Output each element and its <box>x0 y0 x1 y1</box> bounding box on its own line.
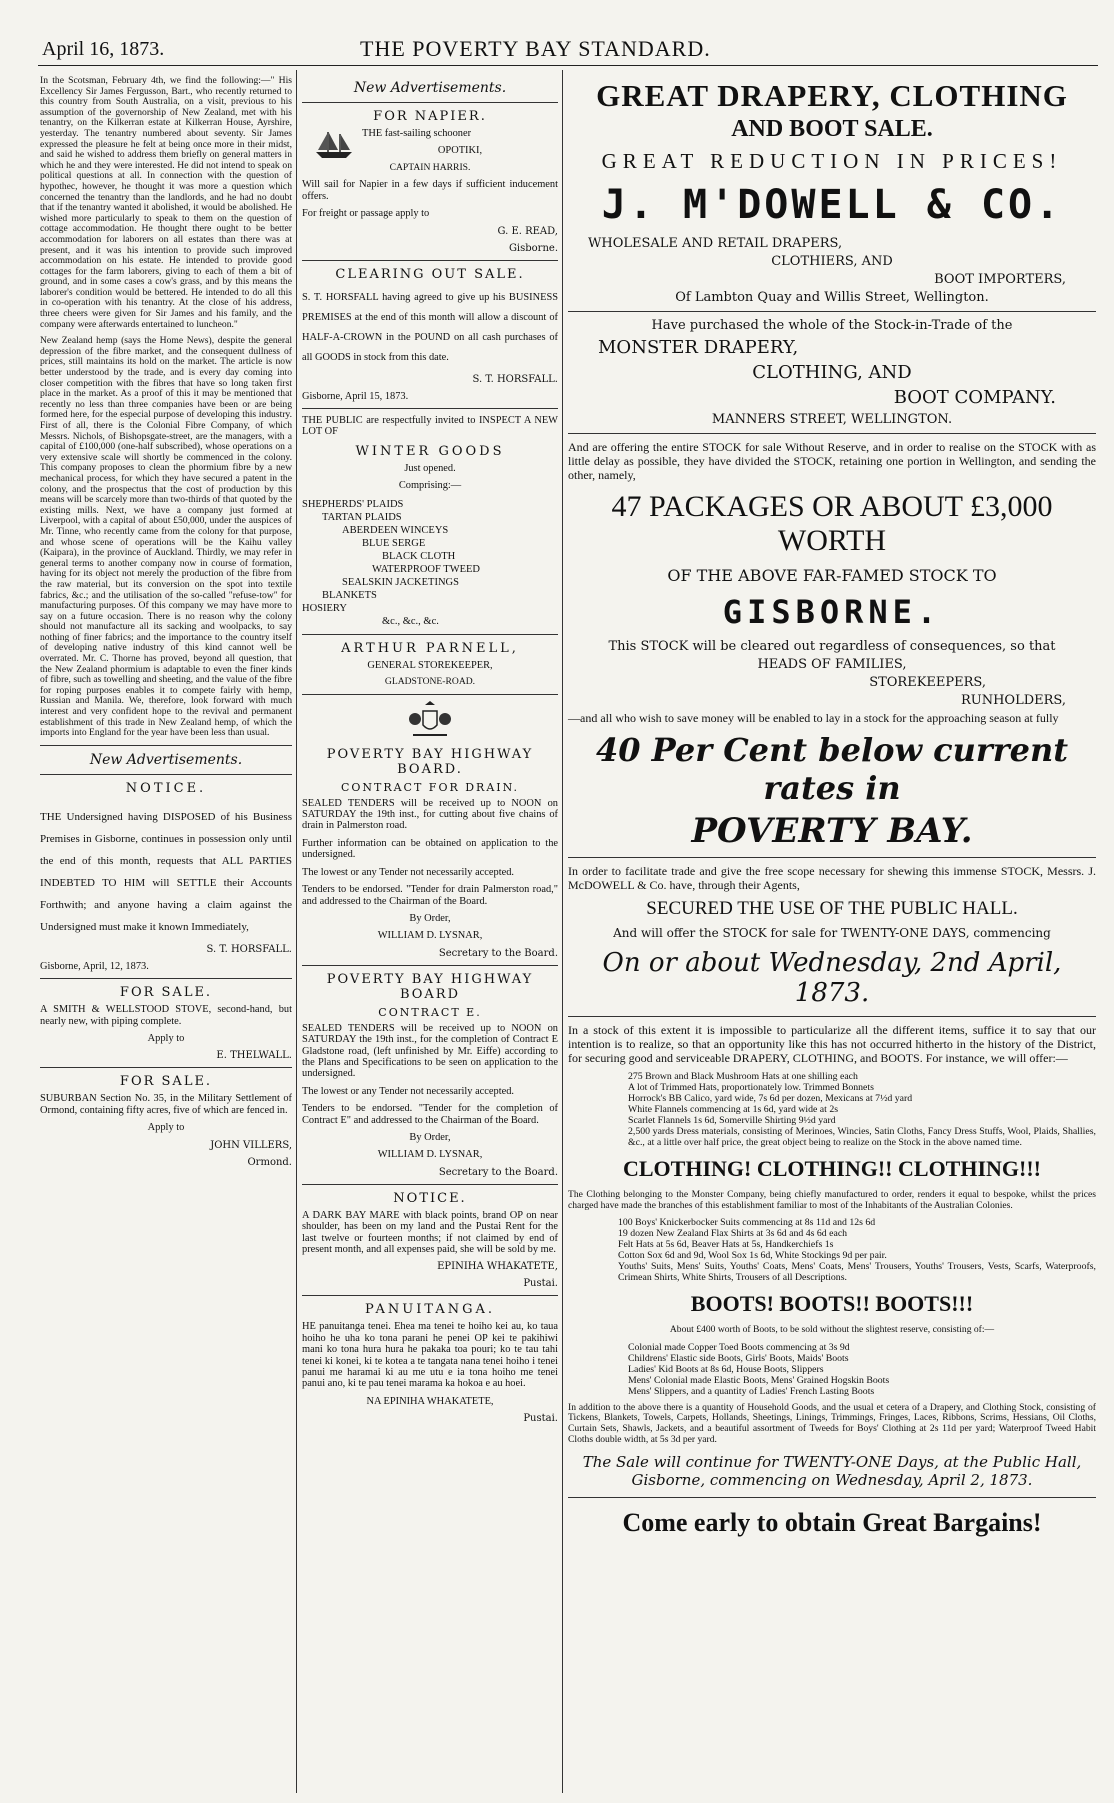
parnell-address: GLADSTONE-ROAD. <box>384 676 476 688</box>
address-line: Of Lambton Quay and Willis Street, Wellington. <box>675 290 989 305</box>
notice-date: Gisborne, April, 12, 1873. <box>40 960 149 972</box>
public-hall-headline: SECURED THE USE OF THE PUBLIC HALL. <box>646 898 1018 919</box>
list-item: 19 dozen New Zealand Flax Shirts at 3s 6d and 4s 6d each <box>618 1228 848 1240</box>
napier-ship-name: OPOTIKI, <box>437 145 483 157</box>
monster-line-1: MONSTER DRAPERY, <box>598 337 799 358</box>
far-famed-line: OF THE ABOVE FAR-FAMED STOCK TO <box>667 566 997 585</box>
list-item: Felt Hats at 5s 6d, Beaver Hats at 5s, Handkerchiefs 1s <box>618 1239 834 1251</box>
list-item: WATERPROOF TWEED <box>372 563 481 575</box>
napier-signature: G. E. READ, <box>497 225 558 237</box>
clearing-signature: S. T. HORSFALL. <box>472 373 558 385</box>
sale-continue-text: The Sale will continue for TWENTY-ONE Days, at the Public Hall, Gisborne, commencing on Wednesday, April 2, 1873. <box>582 1453 1082 1490</box>
all-who-text: —and all who wish to save money will be enabled to lay in a stock for the approaching season at fully <box>568 711 1059 725</box>
masthead-rule <box>38 65 1098 66</box>
list-item: Ladies' Kid Boots at 8s 6d, House Boots, Slippers <box>628 1363 824 1375</box>
list-item: Cotton Sox 6d and 9d, Wool Sox 1s 6d, White Stockings 9d per pair. <box>618 1250 887 1262</box>
divider <box>302 102 558 103</box>
newspaper-title: THE POVERTY BAY STANDARD. <box>360 36 711 61</box>
public-invite-text: THE PUBLIC are respectfully invited to INSPECT A NEW LOT OF <box>302 415 558 438</box>
highway-board-2-signature: WILLIAM D. LYSNAR, <box>377 1149 483 1161</box>
clearing-title: CLEARING OUT SALE. <box>335 266 525 282</box>
boots-headline: BOOTS! BOOTS!! BOOTS!!! <box>690 1291 974 1317</box>
on-or-about-headline: On or about Wednesday, 2nd April, 1873. <box>602 948 1062 1008</box>
list-item: SEALSKIN JACKETINGS <box>342 576 459 588</box>
ad-headline-3: GREAT REDUCTION IN PRICES! <box>601 149 1063 173</box>
firm-name: J. M'DOWELL & CO. <box>601 182 1063 228</box>
napier-sail-text: Will sail for Napier in a few days if sufficient inducement offers. <box>302 179 558 202</box>
list-item: BLANKETS <box>322 589 377 601</box>
divider <box>302 1295 558 1296</box>
list-item: A lot of Trimmed Hats, proportionately low. Trimmed Bonnets <box>628 1082 874 1093</box>
for-sale-stove-title: FOR SALE. <box>119 985 213 1001</box>
storekeepers-line: STOREKEEPERS, <box>869 675 986 690</box>
column-divider-2 <box>562 70 563 1793</box>
schooner-icon <box>312 130 356 160</box>
for-sale-section-title: FOR SALE. <box>119 1074 213 1090</box>
column-1 <box>40 76 292 1174</box>
column-3-drapery-ad <box>568 76 1096 1548</box>
notice-horsfall-text: THE Undersigned having DISPOSED of his Business Premises in Gisborne, continues in possession only until the end of this month, requests that ALL PARTIES INDEBTED TO HIM will SETTLE their Accounts Forthwith; and anyone having a claim against the Undersigned must make it known Immediately, <box>40 810 292 933</box>
comprising: Comprising:— <box>398 480 462 492</box>
highway-board-1-order: By Order, <box>409 912 451 924</box>
offering-text: And are offering the entire STOCK for sale Without Reserve, and in order to realise on the STOCK with as little delay as possible, they have divided the STOCK, retaining one portion in Wellington, and sending the other, namely, <box>568 440 1096 482</box>
panuitanga-place: Pustai. <box>523 1413 558 1425</box>
clothing-items-list <box>568 1217 1096 1283</box>
boots-intro: About £400 worth of Boots, to be sold without the slightest reserve, consisting of:— <box>669 1324 995 1336</box>
notice-mare-title: NOTICE. <box>393 1190 467 1206</box>
notice-mare-text: A DARK BAY MARE with black points, brand OP on near shoulder, has been on my land and the Pustai Rent for the last twelve or fourteen months; if not claimed by end of present month, and all expenses paid, she will be sold by me. <box>302 1209 558 1255</box>
divider <box>40 774 292 775</box>
parnell-role: GENERAL STOREKEEPER, <box>367 659 493 671</box>
divider <box>568 433 1096 434</box>
boots-items-list <box>568 1342 1096 1397</box>
drapery-items-list <box>568 1071 1096 1148</box>
napier-text: THE fast-sailing schooner <box>362 128 472 139</box>
winter-goods-heading: WINTER GOODS <box>355 443 505 459</box>
highway-board-1-title: POVERTY BAY HIGHWAY BOARD. <box>326 746 534 777</box>
divider <box>302 260 558 261</box>
panuitanga-signature: NA EPINIHA WHAKATETE, <box>366 1395 494 1407</box>
list-item: 275 Brown and Black Mushroom Hats at one shilling each <box>628 1071 858 1082</box>
divider <box>568 311 1096 312</box>
clothiers-line: CLOTHIERS, AND <box>771 254 893 269</box>
highway-board-1-signature: WILLIAM D. LYSNAR, <box>377 930 483 942</box>
notice-signature: S. T. HORSFALL. <box>206 943 292 955</box>
for-sale-section-text: SUBURBAN Section No. 35, in the Military Settlement of Ormond, containing fifty acres, five of which are fenced in. <box>40 1093 292 1116</box>
highway-board-2-order: By Order, <box>409 1131 451 1143</box>
divider <box>568 1497 1096 1498</box>
monster-line-3: BOOT COMPANY. <box>893 387 1056 408</box>
list-item: Mens' Colonial made Elastic Boots, Mens' Grained Hogskin Boots <box>628 1374 890 1386</box>
highway-board-2-contract: CONTRACT E. <box>378 1005 482 1019</box>
list-item: &c., &c., &c. <box>382 615 439 627</box>
masthead <box>0 0 1114 70</box>
just-opened: Just opened. <box>404 462 456 474</box>
list-item: TARTAN PLAIDS <box>322 511 402 523</box>
list-item: 100 Boys' Knickerbocker Suits commencing at 8s 11d and 12s 6d <box>618 1217 876 1229</box>
highway-board-2-title: POVERTY BAY HIGHWAY BOARD <box>326 971 534 1002</box>
highway-board-1-text4: Tenders to be endorsed. "Tender for drain Palmerston road," and addressed to the Chairman of the Board. <box>302 884 558 907</box>
napier-title: FOR NAPIER. <box>373 109 487 124</box>
napier-captain: CAPTAIN HARRIS. <box>389 161 471 173</box>
highway-board-1-text1: SEALED TENDERS will be received up to NOON on SATURDAY the 19th inst., for cutting about five chains of drain in Palmerston road. <box>302 797 558 832</box>
napier-place: Gisborne. <box>508 242 558 254</box>
article-fergusson: In the Scotsman, February 4th, we find the following:—" His Excellency Sir James Fergusson, Bart., who recently returned to this country from South Australia, on a visit, previous to his assumption of the governorship of New Zealand, met with his tenantry, on the Kilkerran estate at Kilkerran House, Ayrshire, yesterday. The tenantry numbered about seventy. Sir James expressed the pleasure he felt at being once more in their midst, and said he wished to address them briefly on general matters in which he and they were interested. He did not intend to speak on political questions at all. In connection with the question of hypothec, however, he thought it was more a question which concerned the tenantry than the landlords, and he had no doubt that if the tenantry wanted it abolished, it would be abolished. He wished more particularly to speak to them on the question of cottage accommodation. He thought there ought to be better accommodation for laborers on all estates than there was at present, and it was his intention to provide such improved accommodation on his estate. He intended to provide good cottages for the farm laborers, giving to each of them a bit of ground, and in some cases a cow's grass, and by this means the laborer's condition would be bettered. He intended to do all this in co-operation with his tenantry. At the close of his address, three cheers were given for Sir James and his family, and the company were afterwards entertained to luncheon." <box>40 75 292 330</box>
gisborne-headline: GISBORNE. <box>722 593 942 631</box>
list-item: Scarlet Flannels 1s 6d, Somerville Shirting 9½d yard <box>628 1115 836 1126</box>
divider <box>302 965 558 966</box>
notice-title: NOTICE. <box>125 780 207 796</box>
packages-headline: 47 PACKAGES OR ABOUT £3,000 WORTH <box>611 490 1053 557</box>
panuitanga-text: HE panuitanga tenei. Ehea ma tenei te hoiho kei au, ko taua hoiho he uha ko tona parani he penei OP kei te pakihiwi mani ko tona hura hura he pakaka toa pouri; ko te tau tahi tenei ki konei, ki te kotea a te tangata nana tenei hoiho i tenei panui me haramai ki au me utu e ia tona hoiho me tenei panui ano, ki te pau tenei marama ka hokoa e au hoei. <box>302 1321 558 1390</box>
boot-importers-line: BOOT IMPORTERS, <box>934 272 1066 287</box>
addition-text: In addition to the above there is a quantity of Household Goods, and the usual et cetera of a Drapery, and Clothing Stock, consisting of Tickens, Blankets, Towels, Carpets, Hollands, Sheetings, Linings, Trimmings, Fringes, Laces, Ribbons, Scrims, Hessians, Oil Cloths, Curtain Sets, Shawls, Jackets, and a beautiful assortment of Tweeds for Boys' Clothing at 2s 11d per yard; Waterproof Tweed Habit Cloths double width, at 5s 3d per yard. <box>568 1401 1096 1445</box>
notice-mare-place: Pustai. <box>523 1278 558 1290</box>
will-offer-line: And will offer the STOCK for sale for TWENTY-ONE DAYS, commencing <box>613 926 1051 940</box>
divider <box>40 745 292 746</box>
list-item: ABERDEEN WINCEYS <box>342 524 449 536</box>
divider <box>40 978 292 979</box>
issue-date: April 16, 1873. <box>42 38 165 60</box>
highway-board-2-text2: The lowest or any Tender not necessarily accepted. <box>302 1085 515 1097</box>
divider <box>568 857 1096 858</box>
highway-board-1-text2: Further information can be obtained on application to the undersigned. <box>302 837 558 861</box>
for-sale-section-signature: JOHN VILLERS, <box>210 1139 292 1151</box>
clearing-date: Gisborne, April 15, 1873. <box>302 390 409 402</box>
list-item: Colonial made Copper Toed Boots commencing at 3s 9d <box>628 1341 850 1353</box>
impossible-text: In a stock of this extent it is impossible to particularize all the different items, suffice it to say that our intention is to realize, so that an opportunity like this has not occurred hitherto in the history of the District, for securing good and serviceable DRAPERY, CLOTHING, and BOOTS. For instance, we will offer:— <box>568 1023 1096 1065</box>
divider <box>302 408 558 409</box>
list-item: BLACK CLOTH <box>382 550 456 562</box>
heads-of-families: HEADS OF FAMILIES, <box>757 657 907 672</box>
divider <box>40 1067 292 1068</box>
ad-headline-2: AND BOOT SALE. <box>731 116 933 142</box>
goods-list <box>302 498 558 628</box>
highway-board-2-text3: Tenders to be endorsed. "Tender for the completion of Contract E" and addressed to the Chairman of the Board. <box>302 1103 558 1126</box>
for-sale-section-place: Ormond. <box>247 1156 292 1168</box>
article-hemp: New Zealand hemp (says the Home News), despite the general depression of the fibre market, and the consequent dullness of prices, still maintains its hold on the market. The article is now better understood by the trade, and is every day coming into closer competition with the fibres that have so long taken first place in the market. As a proof of this it may be mentioned that recently no less than three companies have been or are being formed here, for the especial purpose of developing this industry. First of all, there is the Colonial Fibre Company, of which Messrs. Nichols, of Bishopsgate-street, are the managers, with a capital of £100,000 (one-half subscribed), whose operations on a very extensive scale will shortly be commenced in the colony. This company proposes to clean the phormium fibre by a new mechanical process, for which they have secured a patent in the colony, and the prospectus that the cost of production by this means will be scarcely more than two-thirds of that quoted by the existing mills. Next, we have a company just formed at Liverpool, with a capital of about £50,000, under the auspices of Mr. Tinne, who recently came from the colony for that purpose, and whose scene of operations will be the Kaihu valley (Kaipara), in the province of Auckland. Thirdly, we may refer in general terms to another company now in course of formation, having for its object not merely the production of the fibre from the raw material, but its conversion on the spot into textile fabrics, &c.; and the utilisation of the so-called "refuse-tow" for manufacturing purposes. Of this company we may have more to say on a future occasion. There is no reason why the colony should not manufacture all its sacking and woolpacks, to say nothing of finer fabrics; and the importance to the country itself of developing native industry of this kind cannot well be overrated. Mr. C. Thorne has proved, beyond all question, that the New Zealand phormium is adaptable to even the finer kinds of fibre, such as towelling and sheeting, and the value of the fibre for roping purposes enables it to compete fairly with hemp, Russian and Manila. We, therefore, look forward with much interest and very confident hope to the revival and permanent establishment of this trade in New Zealand hemp, of which the imports into England for the year have been less than usual. <box>40 335 292 739</box>
clearing-text: S. T. HORSFALL having agreed to give up his BUSINESS PREMISES at the end of this month will allow a discount of HALF-A-CROWN in the POUND on all cash purchases of all GOODS in stock from this date. <box>302 291 558 363</box>
list-item: HOSIERY <box>302 602 347 614</box>
highway-board-1-text3: The lowest or any Tender not necessarily accepted. <box>302 866 515 878</box>
divider <box>302 694 558 695</box>
clothing-text: The Clothing belonging to the Monster Company, being chiefly manufactured to order, renders it equal to bespoke, whilst the prices charged have made the branches of this establishment familiar to most of the Inhabitants of the Australian Colonies. <box>568 1189 1096 1211</box>
notice-mare-signature: EPINIHA WHAKATETE, <box>437 1261 558 1273</box>
highway-board-1-contract: CONTRACT FOR DRAIN. <box>340 780 520 794</box>
for-sale-stove-signature: E. THELWALL. <box>216 1050 292 1062</box>
ad-headline-1: GREAT DRAPERY, CLOTHING <box>596 78 1068 113</box>
panuitanga-title: PANUITANGA. <box>364 1302 496 1318</box>
coat-of-arms-icon <box>405 701 455 741</box>
list-item: Horrock's BB Calico, yard wide, 7s 6d per dozen, Mexicans at 7½d yard <box>628 1093 913 1104</box>
cleared-line: This STOCK will be cleared out regardless of consequences, so that <box>608 639 1056 654</box>
for-sale-stove-text: A SMITH & WELLSTOOD STOVE, second-hand, but nearly new, with piping complete. <box>40 1004 292 1027</box>
new-advertisements-heading: New Advertisements. <box>89 751 243 768</box>
facilitate-text: In order to facilitate trade and give the free scope necessary for shewing this immense STOCK, Messrs. J. McDOWELL & Co. have, through their Agents, <box>568 864 1096 892</box>
parnell-name: ARTHUR PARNELL, <box>341 640 519 656</box>
poverty-bay-headline: POVERTY BAY. <box>691 811 973 851</box>
list-item: Youths' Suits, Mens' Suits, Youths' Coats, Mens' Coats, Mens' Trousers, Youths' Trousers, Vests, Scarfs, Waterproofs, Crimean Shirts, White Shirts, Trousers of all Descriptions. <box>618 1261 1096 1284</box>
highway-board-1-secretary: Secretary to the Board. <box>438 947 558 959</box>
clothing-headline: CLOTHING! CLOTHING!! CLOTHING!!! <box>622 1156 1042 1181</box>
column-divider-1 <box>296 70 297 1793</box>
runholders-line: RUNHOLDERS, <box>960 693 1066 708</box>
monster-line-2: CLOTHING, AND <box>752 362 912 383</box>
list-item: White Flannels commencing at 1s 6d, yard wide at 2s <box>628 1104 839 1115</box>
list-item: Childrens' Elastic side Boots, Girls' Boots, Maids' Boots <box>628 1352 849 1364</box>
highway-board-2-secretary: Secretary to the Board. <box>438 1166 558 1178</box>
come-early-headline: Come early to obtain Great Bargains! <box>622 1508 1042 1538</box>
new-advertisements-heading: New Advertisements. <box>353 80 507 96</box>
napier-freight-text: For freight or passage apply to <box>302 208 430 220</box>
forty-percent-headline: 40 Per Cent below current rates in <box>595 731 1069 807</box>
list-item: Mens' Slippers, and a quantity of Ladies' French Lasting Boots <box>628 1385 875 1397</box>
list-item: 2,500 yards Dress materials, consisting of Merinoes, Wincies, Satin Cloths, Fancy Dress Stuffs, Wool, Plaids, Shallies, &c., at a little over half price, the great object being to realize on the Stock in the above named time. <box>628 1126 1096 1148</box>
purchased-line: Have purchased the whole of the Stock-in-Trade of the <box>651 318 1013 333</box>
list-item: BLUE SERGE <box>362 537 426 549</box>
for-sale-stove-apply: Apply to <box>147 1033 185 1045</box>
divider <box>568 1016 1096 1017</box>
divider <box>302 634 558 635</box>
highway-board-2-text1: SEALED TENDERS will be received up to NOON on SATURDAY the 19th inst., for the completion of Contract E Gladstone road, (left unfinished by Mr. Eiffe) according to the Plans and Specifications to be seen on application to the undersigned. <box>302 1022 558 1080</box>
manners-street: MANNERS STREET, WELLINGTON. <box>711 412 953 427</box>
list-item: SHEPHERDS' PLAIDS <box>302 498 404 510</box>
column-2 <box>302 76 558 1430</box>
wholesale-line: WHOLESALE AND RETAIL DRAPERS, <box>588 236 843 251</box>
divider <box>302 1184 558 1185</box>
for-sale-section-apply: Apply to <box>147 1122 185 1134</box>
